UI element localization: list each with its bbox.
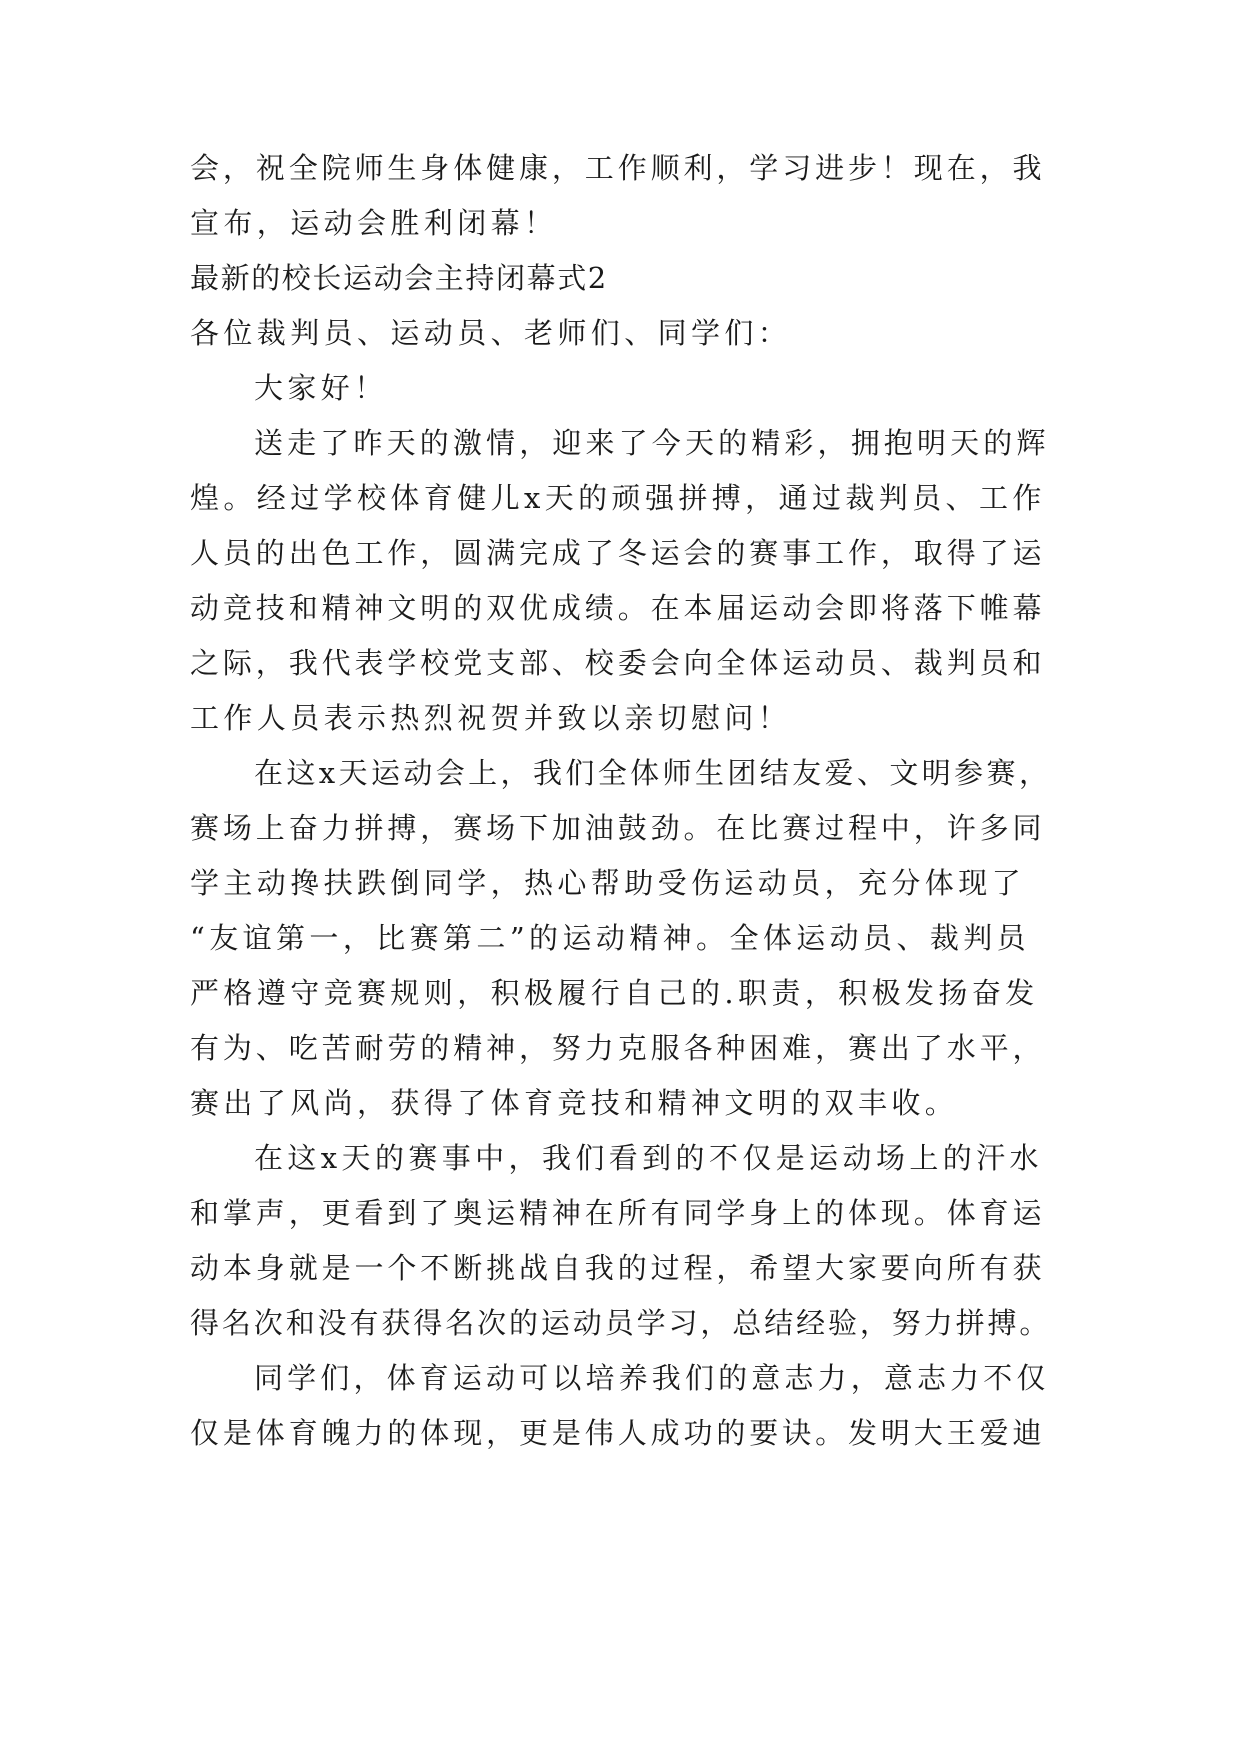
- text-line: 在这x天的赛事中，我们看到的不仅是运动场上的汗水: [254, 1141, 1043, 1175]
- section-title: 最新的校长运动会主持闭幕式2: [190, 261, 608, 295]
- text-line: 工作人员表示热烈祝贺并致以亲切慰问！: [190, 701, 792, 735]
- text-line: 仅是体育魄力的体现，更是伟人成功的要诀。发明大王爱迪: [190, 1416, 1046, 1450]
- text-line: 动竞技和精神文明的双优成绩。在本届运动会即将落下帷幕: [190, 591, 1046, 625]
- text-line: 送走了昨天的激情，迎来了今天的精彩，拥抱明天的辉: [254, 426, 1050, 460]
- text-line: 赛出了风尚，获得了体育竞技和精神文明的双丰收。: [190, 1086, 959, 1120]
- greeting: 大家好！: [254, 371, 388, 405]
- text-line: “友谊第一，比赛第二”的运动精神。全体运动员、裁判员: [190, 921, 1031, 955]
- salutation: 各位裁判员、运动员、老师们、同学们：: [190, 316, 792, 350]
- text-line: 得名次和没有获得名次的运动员学习，总结经验，努力拼搏。: [190, 1306, 1052, 1340]
- text-line: 煌。经过学校体育健儿x天的顽强拼搏，通过裁判员、工作: [190, 481, 1046, 515]
- text-line: 和掌声，更看到了奥运精神在所有同学身上的体现。体育运: [190, 1196, 1046, 1230]
- text-line: 学主动搀扶跌倒同学，热心帮助受伤运动员，充分体现了: [190, 866, 1026, 900]
- text-line: 之际，我代表学校党支部、校委会向全体运动员、裁判员和: [190, 646, 1046, 680]
- text-line: 宣布，运动会胜利闭幕！: [190, 206, 558, 240]
- text-line: 会，祝全院师生身体健康，工作顺利，学习进步！现在，我: [190, 151, 1046, 185]
- text-line: 有为、吃苦耐劳的精神，努力克服各种困难，赛出了水平，: [190, 1031, 1046, 1065]
- text-line: 动本身就是一个不断挑战自我的过程，希望大家要向所有获: [190, 1251, 1046, 1285]
- text-line: 同学们，体育运动可以培养我们的意志力，意志力不仅: [254, 1361, 1050, 1395]
- text-line: 赛场上奋力拼搏，赛场下加油鼓劲。在比赛过程中，许多同: [190, 811, 1046, 845]
- text-line: 严格遵守竞赛规则，积极履行自己的.职责，积极发扬奋发: [190, 976, 1039, 1010]
- text-line: 在这x天运动会上，我们全体师生团结友爱、文明参赛，: [254, 756, 1052, 790]
- text-line: 人员的出色工作，圆满完成了冬运会的赛事工作，取得了运: [190, 536, 1046, 570]
